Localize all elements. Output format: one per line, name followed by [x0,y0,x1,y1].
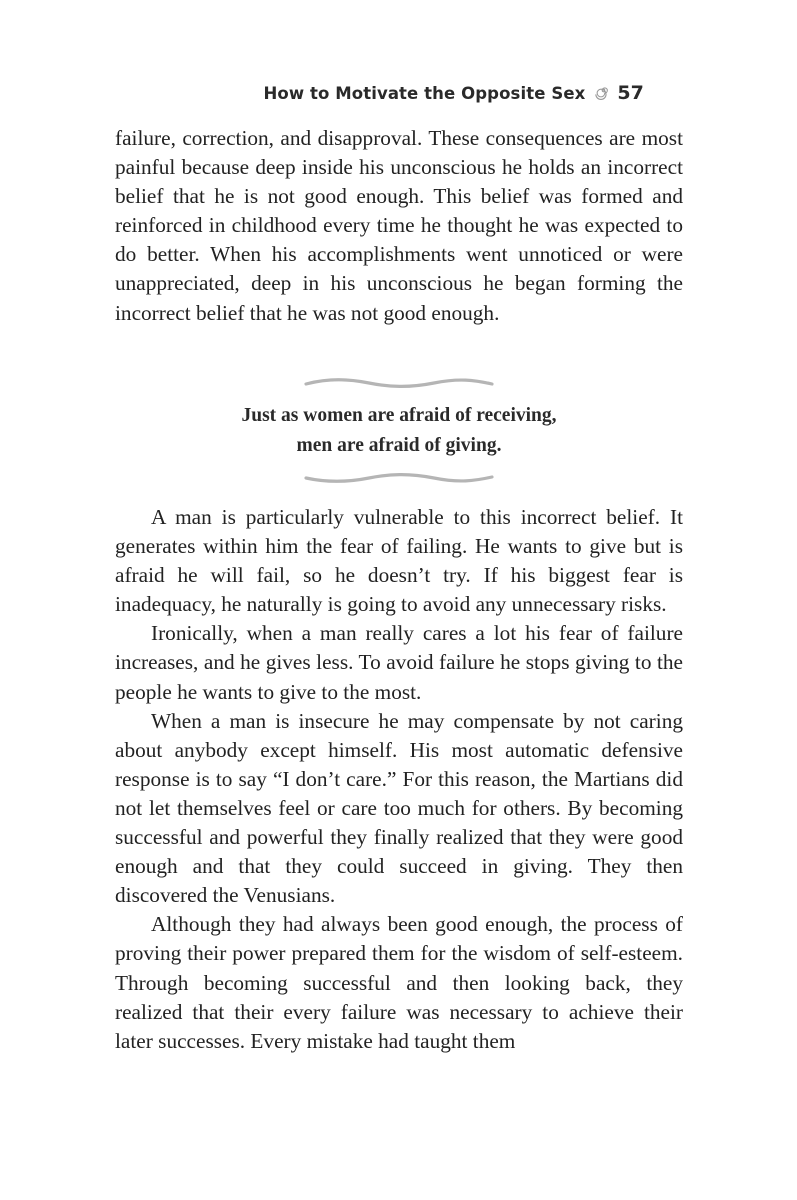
page-number: 57 [617,82,644,104]
spiral-icon [593,83,613,103]
paragraph: When a man is insecure he may compensate by not caring about anybody except himself. His most automatic defensive response is to say “I don’t care.” For this reason, the Martians did not let themselves feel or care too much for others. By becoming successful and powerful they finally realized that they were good enough and that they could succeed in giving. They then discovered the Venusians. [115,708,683,908]
body-text [115,503,683,1056]
chapter-title: How to Motivate the Opposite Sex [263,83,586,103]
pull-quote-line: Just as women are afraid of receiving, [241,405,557,426]
decorative-rule [304,377,494,391]
pull-quote-text [115,401,683,461]
pull-quote-line: men are afraid of giving. [296,435,502,456]
paragraph: Ironically, when a man really cares a lot his fear of failure increases, and he gives less. To avoid failure he stops giving to the people he wants to give to the most. [115,621,683,704]
pull-quote [115,374,683,494]
decorative-rule [304,471,494,485]
running-header [115,80,644,106]
paragraph: A man is particularly vulnerable to this incorrect belief. It generates within him the fear of failing. He wants to give but is afraid he will fail, so he doesn’t try. If his biggest fear is inadequacy, he naturally is going to avoid any unnecessary risks. [115,505,683,617]
continued-paragraph [115,124,683,328]
paragraph: Although they had always been good enough, the process of proving their power prepared them for the wisdom of self-esteem. Through becoming successful and then looking back, they realized that their every failure was necessary to achieve their later successes. Every mistake had taught them [115,912,683,1053]
paragraph: failure, correction, and disapproval. These consequences are most painful because deep inside his unconscious he holds an incorrect belief that he is not good enough. This belief was formed and reinforced in childhood every time he thought he was expected to do better. When his accomplishments went unnoticed or were unappreciated, deep in his unconscious he began forming the incorrect belief that he was not good enough. [115,126,683,325]
